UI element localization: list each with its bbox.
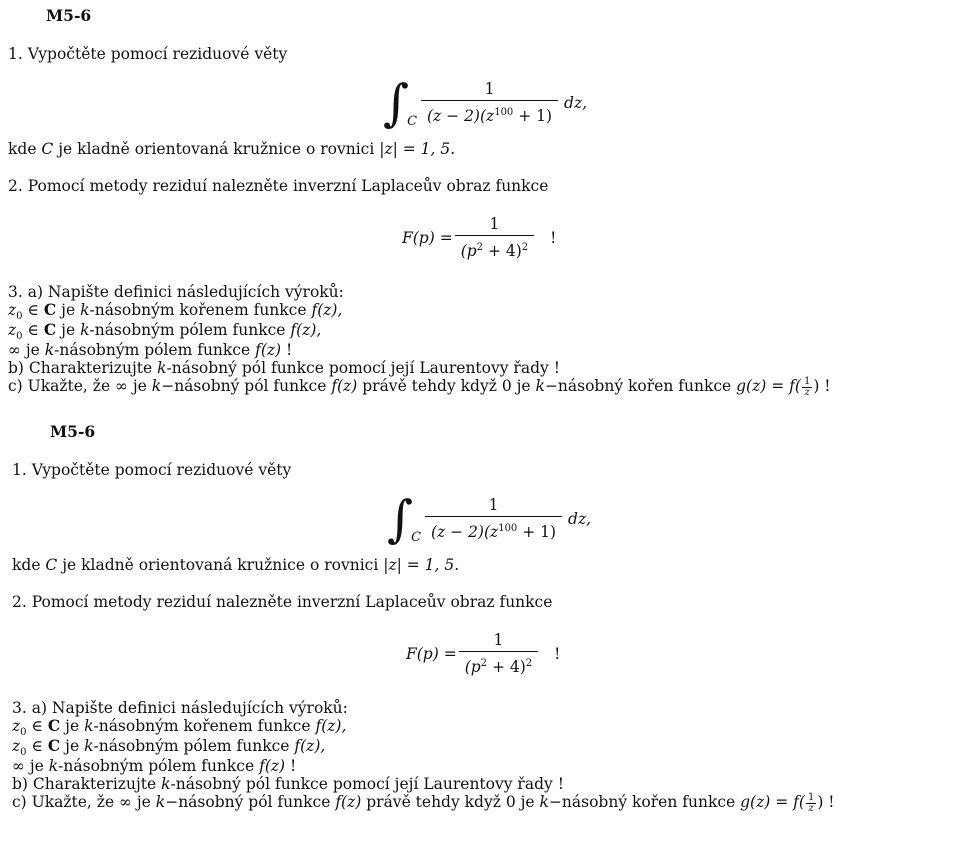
problem1-note: kde C je kladně orientovaná kružnice o rovnici |z| = 1, 5.: [12, 556, 460, 574]
problem3-line1: $z_0$ ∈ C je k-násobným kořenem funkce f(z),: [8, 300, 343, 323]
problem3-c: c) Ukažte, že ∞ je k−násobný pól funkce f(z) právě tehdy když 0 je k−násobný kořen funkce g(z) = f( $\frac{1}{z}$ ) !: [12, 791, 835, 814]
problem1-integral: [387, 490, 592, 548]
exam-copy-2: [4, 416, 957, 831]
problem2-intro: 2. Pomocí metody reziduí nalezněte inverzní Laplaceův obraz funkce: [8, 177, 549, 195]
problem3-b: b) Charakterizujte k-násobný pól funkce pomocí její Laurentovy řady !: [8, 359, 560, 377]
problem3-line1: $z_0$ ∈ C je k-násobným kořenem funkce f(z),: [12, 716, 347, 739]
laplace-lhs: F(p) =: [406, 644, 457, 663]
contour-subscript: C: [407, 113, 418, 129]
contour-subscript: C: [411, 529, 422, 545]
integrand-denominator: $(z - 2)(z^{100} + 1)$: [421, 100, 558, 126]
problem3-line2: $z_0$ ∈ C je k-násobným pólem funkce f(z),: [8, 320, 322, 343]
exam-copy-1: [0, 0, 957, 415]
problem2-formula: F(p) = $\frac{1}{(p^2 + 4)^2}$ !: [402, 215, 557, 261]
integral-sign: ∫: [387, 490, 414, 548]
problem1-intro: 1. Vypočtěte pomocí reziduové věty: [12, 461, 292, 479]
problem3-a: 3. a) Napište definici následujících výroků:: [8, 283, 344, 301]
reciprocal-fraction: $\frac{1}{z}$: [803, 375, 811, 398]
integral-differential: dz,: [568, 510, 592, 528]
exam-heading: M5-6: [50, 422, 96, 441]
integrand-numerator: 1: [484, 80, 495, 99]
problem3-a: 3. a) Napište definici následujících výroků:: [12, 699, 348, 717]
integral-differential: dz,: [564, 94, 588, 112]
integrand-denominator: $(z - 2)(z^{100} + 1)$: [425, 516, 562, 542]
problem1-intro: 1. Vypočtěte pomocí reziduové věty: [8, 45, 288, 63]
laplace-lhs: F(p) =: [402, 228, 453, 247]
integrand-numerator: 1: [488, 496, 499, 515]
problem1-integral: [383, 74, 588, 132]
exam-heading: M5-6: [46, 6, 92, 25]
problem3-line2: $z_0$ ∈ C je k-násobným pólem funkce f(z),: [12, 736, 326, 759]
integrand-fraction: [421, 79, 558, 126]
problem3-c: c) Ukažte, že ∞ je k−násobný pól funkce f(z) právě tehdy když 0 je k−násobný kořen funkce g(z) = f( $\frac{1}{z}$ ) !: [8, 375, 831, 398]
problem2-intro: 2. Pomocí metody reziduí nalezněte inverzní Laplaceův obraz funkce: [12, 593, 553, 611]
reciprocal-fraction: $\frac{1}{z}$: [807, 791, 815, 814]
laplace-fraction: $\frac{1}{(p^2 + 4)^2}$: [455, 214, 534, 261]
integral-sign: ∫: [383, 74, 410, 132]
problem3-line3: ∞ je k-násobným pólem funkce f(z) !: [8, 341, 293, 359]
laplace-fraction: $\frac{1}{(p^2 + 4)^2}$: [459, 630, 538, 677]
problem3-line3: ∞ je k-násobným pólem funkce f(z) !: [12, 757, 297, 775]
problem3-b: b) Charakterizujte k-násobný pól funkce pomocí její Laurentovy řady !: [12, 775, 564, 793]
problem2-formula: F(p) = $\frac{1}{(p^2 + 4)^2}$ !: [406, 631, 561, 677]
problem1-note: kde C je kladně orientovaná kružnice o rovnici |z| = 1, 5.: [8, 140, 456, 158]
integrand-fraction: [425, 495, 562, 542]
